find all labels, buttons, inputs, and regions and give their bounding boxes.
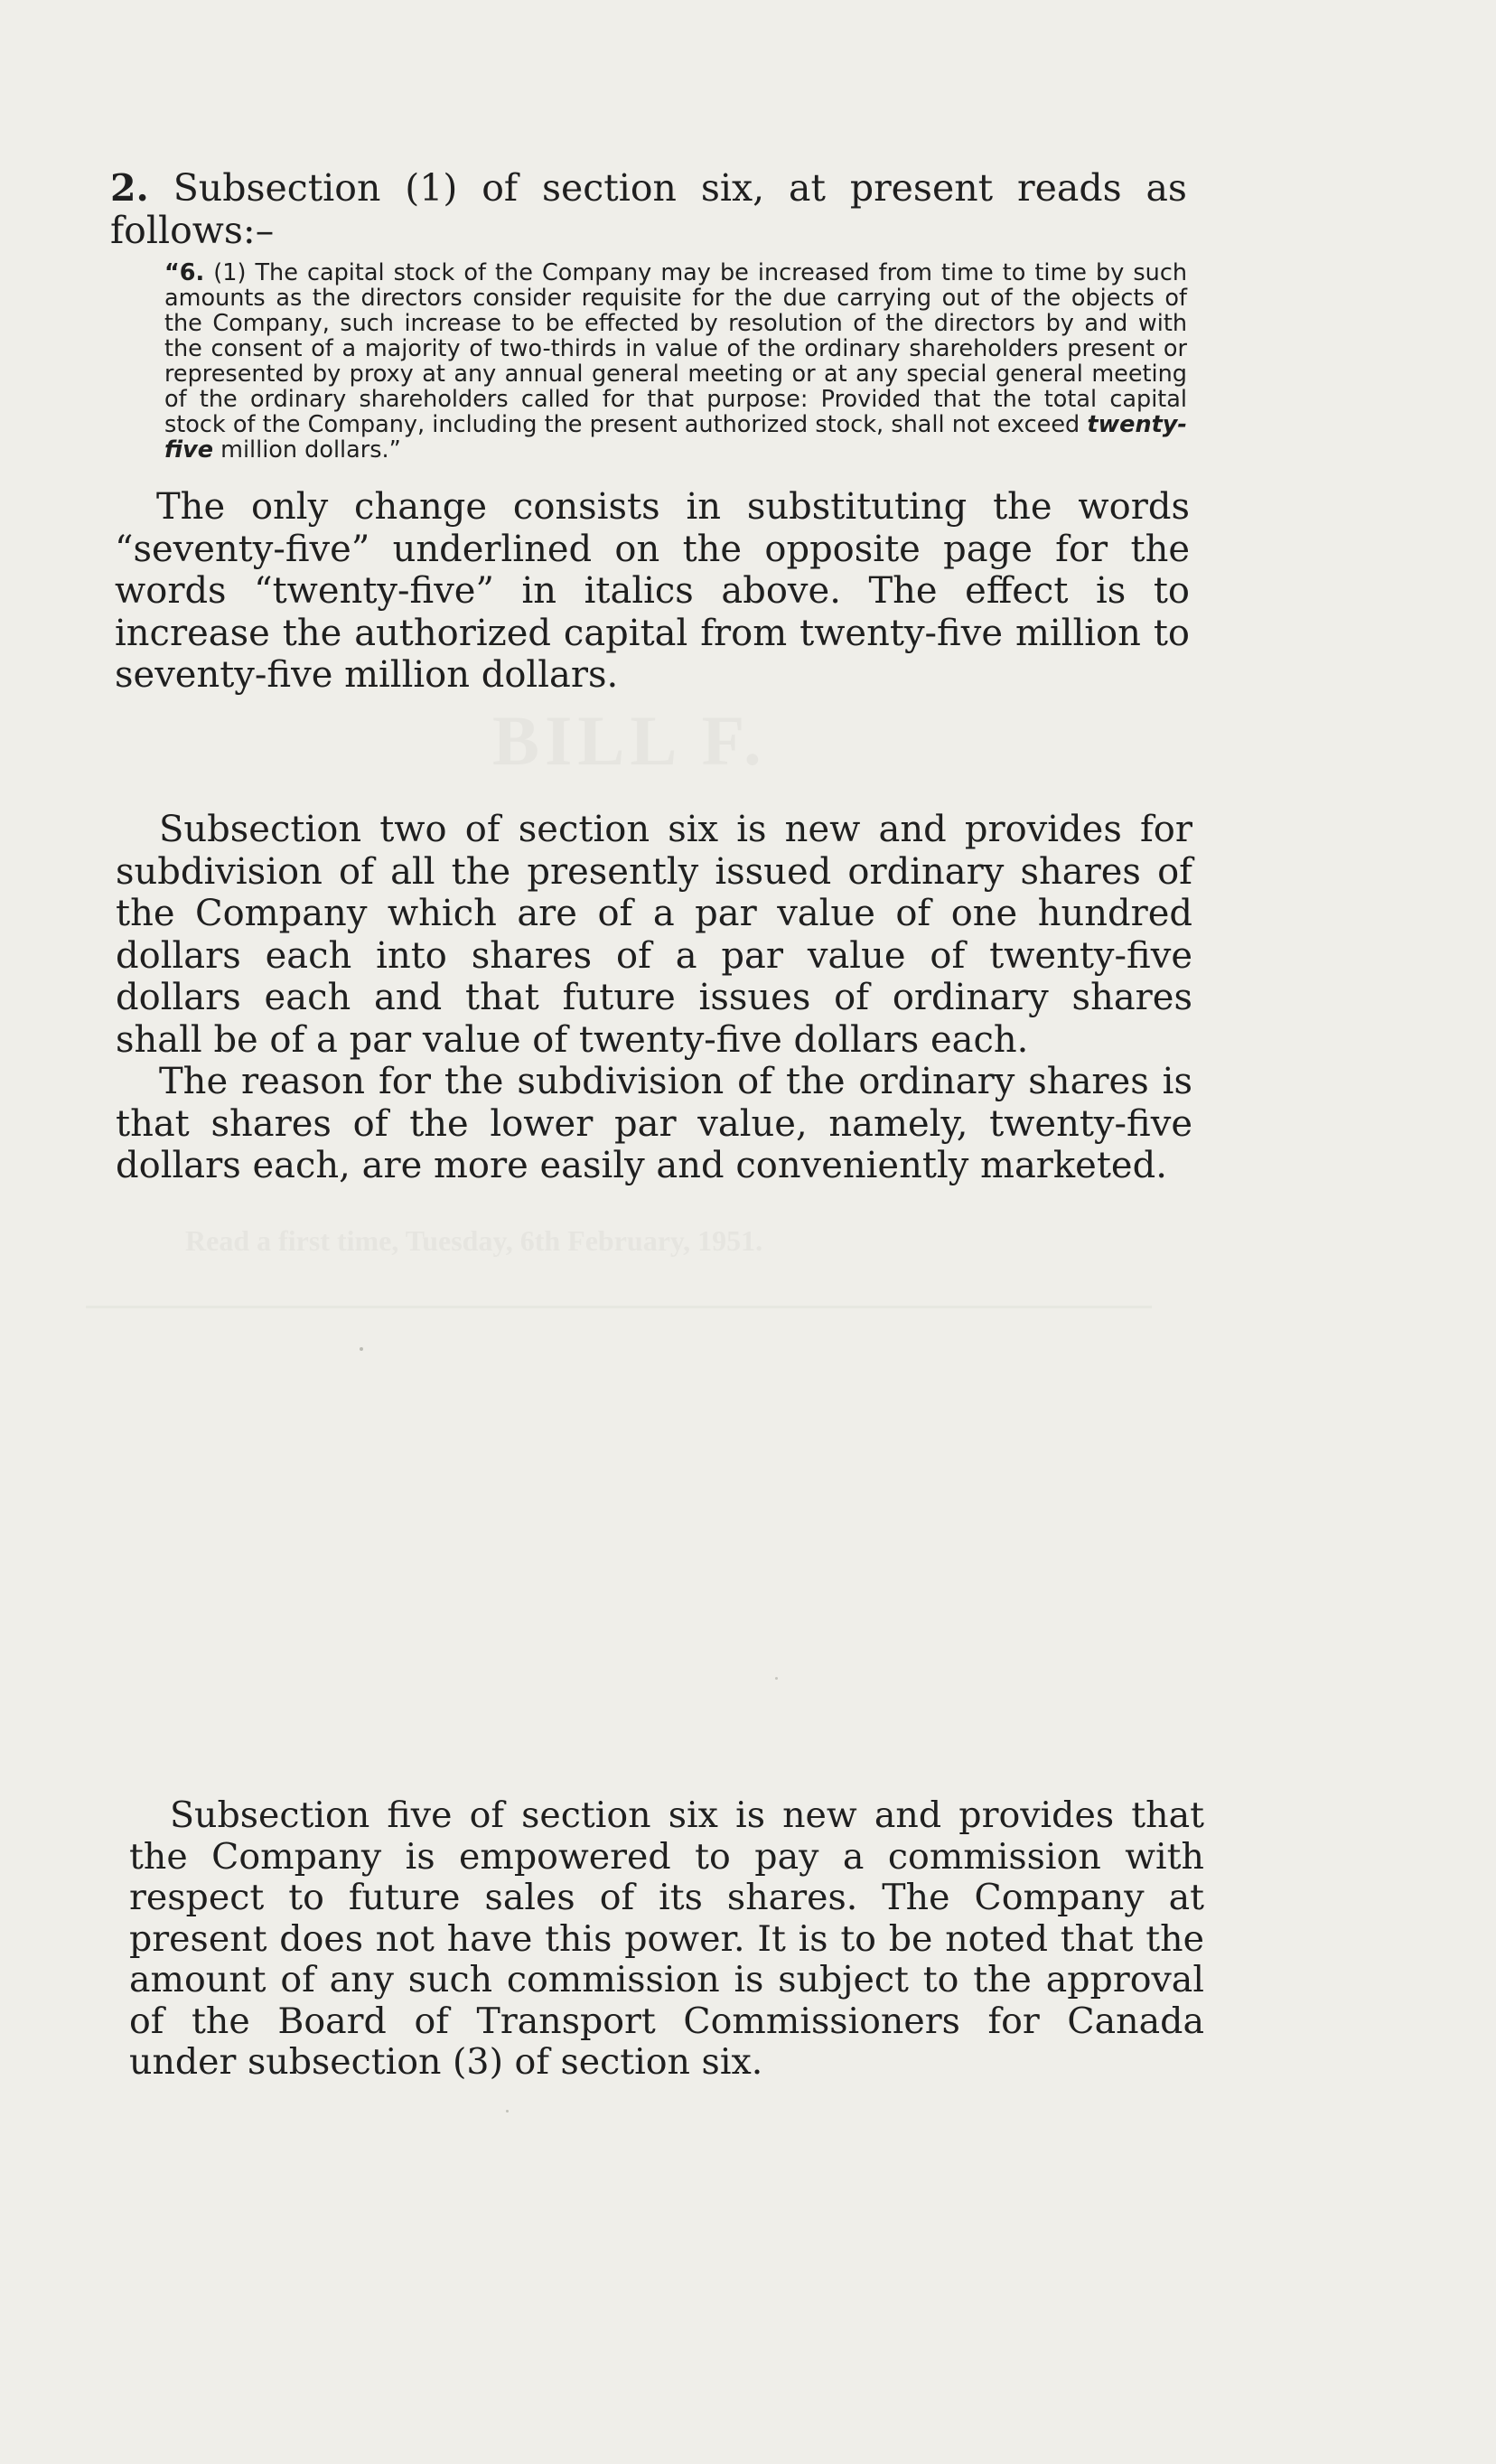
quoted-subsection <box>164 260 1187 463</box>
reason-paragraph: The reason for the subdivision of the ordinary shares is that shares of the lower par value, namely, twenty-five dollars each, are more easily and conveniently marketed. <box>116 1061 1192 1186</box>
subsection-five-text: Subsection five of section six is new and provides that the Company is empowered to pay a commission with respect to future sales of its shares. The Company at present does not have this power. It is to be noted that the amount of any such commission is subject to the approval of the Board of Transport Commissioners for Canada under subsection (3) of section six. <box>129 1794 1204 2083</box>
bleed-through-read-line: Read a first time, Tuesday, 6th February, 1951. <box>185 1224 763 1257</box>
bleed-through-title: BILL F. <box>492 701 767 780</box>
quote-text: (1) The capital stock of the Company may be increased from time to time by such amounts as the directors consider requisite for the due carrying out of the objects of the Company, such increase to be effected by resolution of the directors by and with the consent of a majority of two-thirds in value of the ordinary shareholders present or represented by proxy at any annual general meeting or at any special general meeting of the ordinary shareholders called for that purpose: Provided that the total capital stock of the Company, including the present authorized stock, shall not exceed <box>164 259 1188 438</box>
change-explanation-paragraph <box>115 486 1190 697</box>
quote-italic-amount: twenty-five <box>164 411 1188 464</box>
bleed-through-rule <box>86 1306 1152 1308</box>
change-paragraph-text: The only change consists in substituting the words “seventy-five” underlined on the opposite page for the words “twenty-five” in italics above. The effect is to increase the authorized capital from twenty-five million to seventy-five million dollars. <box>115 486 1190 696</box>
subsection-two-paragraph: Subsection two of section six is new and provides for subdivision of all the presently issued ordinary shares of the Company which are of a par value of one hundred dollars each into shares of a par value of twenty-five dollars each and that future issues of ordinary shares shall be of a par value of twenty-five dollars each. <box>116 809 1192 1061</box>
subsection-five-paragraph <box>129 1795 1204 2084</box>
paper-speck <box>506 2110 509 2113</box>
section-intro-text: Subsection (1) of section six, at present reads as follows:– <box>110 166 1187 252</box>
section-2-intro <box>110 167 1187 252</box>
paper-speck <box>360 1347 363 1351</box>
quote-text-end: million dollars.” <box>220 436 401 464</box>
section-number: 2. <box>110 166 149 210</box>
quote-section-number: “6. <box>164 259 205 286</box>
paper-speck <box>775 1677 778 1680</box>
subsection-two-block <box>116 809 1192 1187</box>
